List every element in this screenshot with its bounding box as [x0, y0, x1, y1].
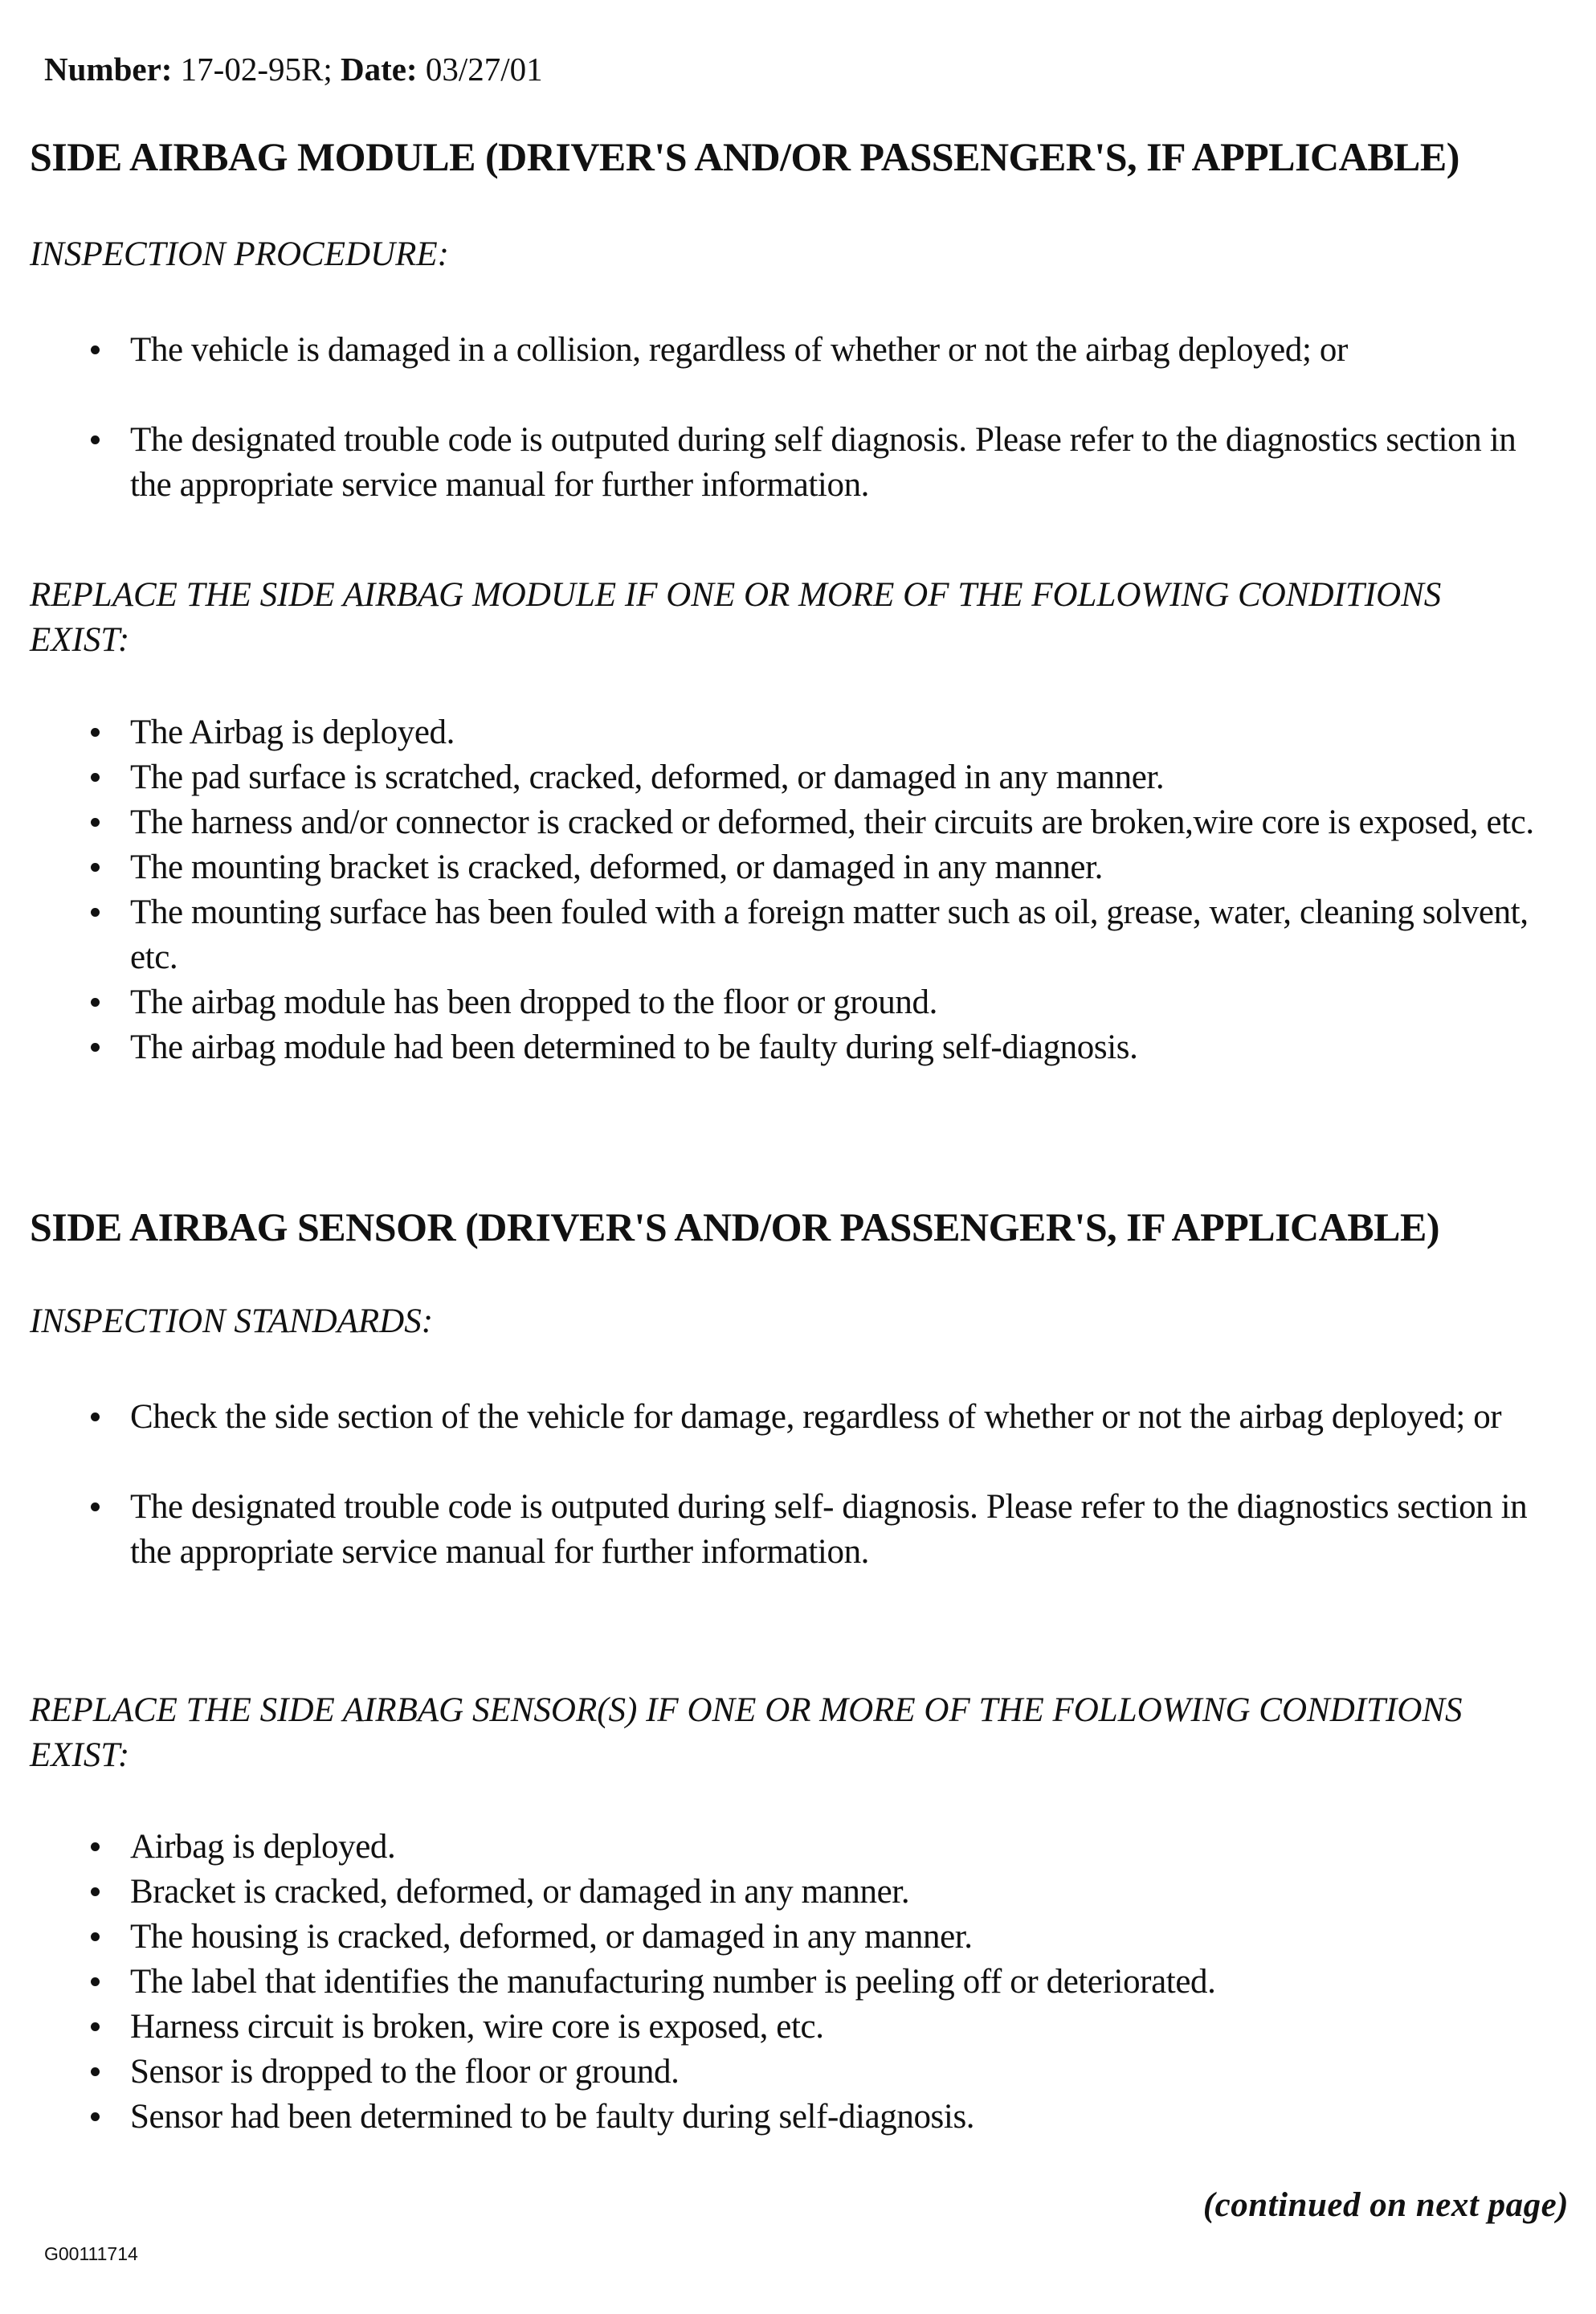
list-item-text: Bracket is cracked, deformed, or damaged in any manner.: [130, 1873, 910, 1911]
list-item: [0, 418, 1596, 508]
list-item-text: The vehicle is damaged in a collision, regardless of whether or not the airbag deployed; or: [130, 331, 1348, 369]
list-item-text: The airbag module had been determined to be faulty during self-diagnosis.: [130, 1028, 1138, 1066]
list-item-text: Airbag is deployed.: [130, 1828, 396, 1866]
sensor-inspection-list: [0, 1395, 1596, 1575]
date-label: Date:: [340, 51, 418, 88]
list-item-text: The designated trouble code is outputed during self diagnosis. Please refer to the diagnostics section in the appropriate service manual for further information.: [130, 421, 1516, 504]
list-item: [0, 1825, 1596, 1870]
list-item-text: Harness circuit is broken, wire core is exposed, etc.: [130, 2008, 824, 2046]
module-replace-heading: REPLACE THE SIDE AIRBAG MODULE IF ONE OR MORE OF THE FOLLOWING CONDITIONS EXIST:: [30, 576, 1442, 659]
list-item-text: Check the side section of the vehicle for damage, regardless of whether or not the airbag deployed; or: [130, 1398, 1502, 1436]
number-label: Number:: [44, 51, 173, 88]
sensor-replace-heading: REPLACE THE SIDE AIRBAG SENSOR(S) IF ONE OR MORE OF THE FOLLOWING CONDITIONS EXIST:: [30, 1691, 1463, 1774]
list-item-text: The Airbag is deployed.: [130, 713, 455, 751]
list-item-text: The harness and/or connector is cracked or deformed, their circuits are broken,wire core is exposed, etc.: [130, 803, 1534, 841]
list-item: [0, 845, 1596, 890]
list-item: [0, 710, 1596, 755]
bullet-icon: [91, 1977, 100, 1986]
bullet-icon: [91, 435, 100, 444]
bullet-icon: [91, 998, 100, 1007]
bullet-icon: [91, 2022, 100, 2031]
bullet-icon: [91, 2067, 100, 2076]
bulletin-header: [44, 50, 543, 89]
list-item: [0, 980, 1596, 1025]
list-item: [0, 2095, 1596, 2140]
sensor-inspection-heading: INSPECTION STANDARDS:: [30, 1302, 434, 1340]
number-value: 17-02-95R;: [180, 51, 333, 88]
list-item-text: Sensor is dropped to the floor or ground.: [130, 2053, 680, 2091]
bullet-icon: [91, 773, 100, 782]
sensor-replace-list: [0, 1825, 1596, 2140]
bullet-icon: [91, 1502, 100, 1511]
bullet-icon: [91, 1043, 100, 1052]
list-item: [0, 1960, 1596, 2005]
list-item: [0, 800, 1596, 845]
bullet-icon: [91, 728, 100, 737]
bullet-icon: [91, 908, 100, 917]
list-item-text: The designated trouble code is outputed during self- diagnosis. Please refer to the diagnostics section in the appropriate service manual for further information.: [130, 1488, 1528, 1571]
continued-note: (continued on next page): [1202, 2186, 1569, 2224]
module-replace-list: [0, 710, 1596, 1070]
list-item-text: The label that identifies the manufacturing number is peeling off or deteriorated.: [130, 1963, 1216, 2001]
module-section-heading: SIDE AIRBAG MODULE (DRIVER'S AND/OR PASSENGER'S, IF APPLICABLE): [30, 134, 1459, 179]
list-item-text: The pad surface is scratched, cracked, deformed, or damaged in any manner.: [130, 758, 1165, 796]
list-item: [0, 890, 1596, 980]
list-item: [0, 1485, 1596, 1575]
list-item-text: The mounting surface has been fouled with a foreign matter such as oil, grease, water, cleaning solvent, etc.: [130, 893, 1529, 976]
list-item-text: Sensor had been determined to be faulty during self-diagnosis.: [130, 2098, 975, 2136]
list-item-text: The mounting bracket is cracked, deformed, or damaged in any manner.: [130, 848, 1103, 886]
list-item: [0, 1870, 1596, 1915]
module-inspection-heading: INSPECTION PROCEDURE:: [30, 235, 449, 273]
list-item: [0, 755, 1596, 800]
list-item: [0, 2005, 1596, 2050]
list-item: [0, 328, 1596, 373]
list-item: [0, 2050, 1596, 2095]
module-inspection-list: [0, 328, 1596, 508]
bullet-icon: [91, 1842, 100, 1851]
figure-code: G00111714: [44, 2243, 138, 2264]
list-item: [0, 1915, 1596, 1960]
bullet-icon: [91, 2112, 100, 2121]
bullet-icon: [91, 1413, 100, 1421]
list-item-text: The housing is cracked, deformed, or damaged in any manner.: [130, 1918, 973, 1956]
sensor-section-heading: SIDE AIRBAG SENSOR (DRIVER'S AND/OR PASSENGER'S, IF APPLICABLE): [30, 1204, 1439, 1249]
bullet-icon: [91, 345, 100, 354]
date-value: 03/27/01: [425, 51, 543, 88]
list-item-text: The airbag module has been dropped to the floor or ground.: [130, 983, 937, 1021]
bullet-icon: [91, 1932, 100, 1941]
bullet-icon: [91, 1887, 100, 1896]
bullet-icon: [91, 818, 100, 827]
bullet-icon: [91, 863, 100, 872]
list-item: [0, 1025, 1596, 1070]
list-item: [0, 1395, 1596, 1440]
